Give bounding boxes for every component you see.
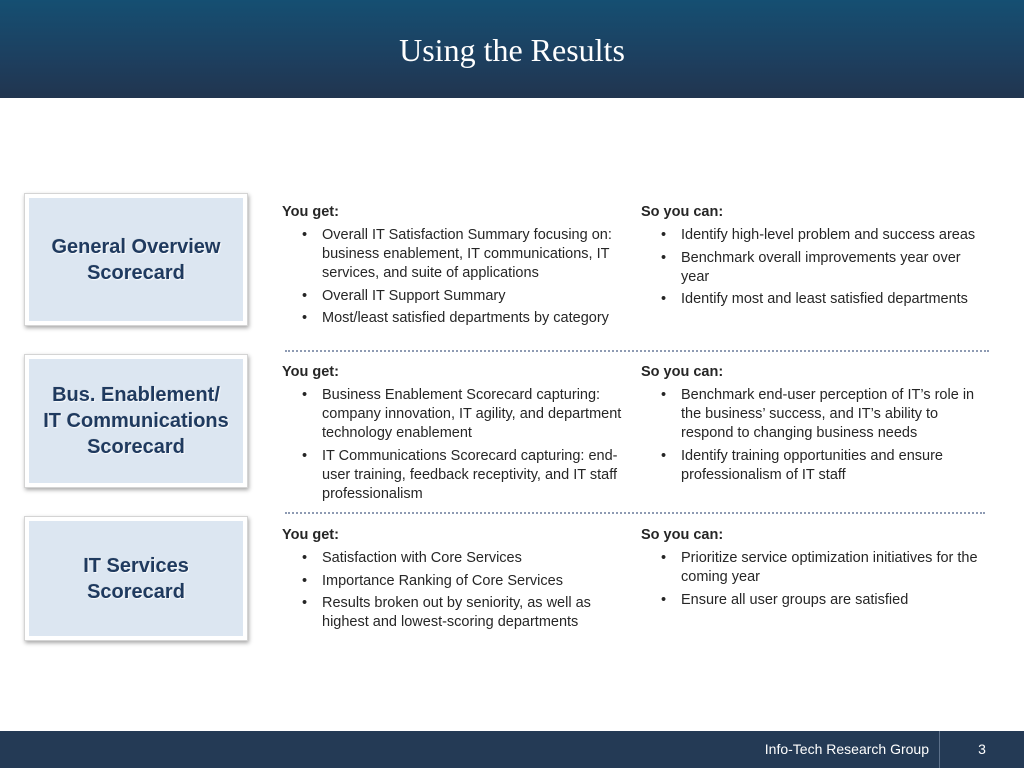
card-it-services [24,516,248,641]
bullet-icon: • [661,591,667,608]
you-get-column [282,203,638,332]
so-you-can-column [641,363,991,488]
so-you-can-list [641,549,991,610]
you-get-heading: You get: [282,204,339,220]
bullet-icon: • [302,572,308,589]
slide-header [0,0,1024,98]
card-fill [29,359,243,483]
list-item: • Overall IT Satisfaction Summary focusing on: business enablement, IT communications, IT services, and suite of applications [302,227,612,281]
section-divider [285,512,985,514]
card-bus-enablement [24,354,248,488]
bullet-icon: • [661,387,667,403]
list-item: • Most/least satisfied departments by category [302,310,609,326]
card-fill [29,198,243,321]
you-get-list [282,549,628,632]
bullet-icon: • [302,550,308,566]
list-item: • Prioritize service optimization initiatives for the coming year [661,550,978,585]
you-get-heading: You get: [282,527,339,543]
bullet-icon: • [302,595,308,611]
you-get-heading: You get: [282,364,339,380]
list-item: • Benchmark overall improvements year over year [661,249,961,285]
so-you-can-heading: So you can: [641,204,724,220]
list-item: • Ensure all user groups are satisfied [661,591,909,608]
list-item: • Satisfaction with Core Services [302,550,522,566]
so-you-can-heading: So you can: [641,527,724,543]
so-you-can-heading: So you can: [641,364,724,380]
you-get-column [282,363,628,507]
list-item: • Benchmark end-user perception of IT’s role in the business’ success, and IT’s ability to respond to changing business needs [661,387,975,441]
list-item: • Importance Ranking of Core Services [302,572,563,589]
card-label: General Overview Scorecard [51,235,221,284]
list-item: • IT Communications Scorecard capturing: end-user training, feedback receptivity, and IT staff professionalism [302,447,618,502]
you-get-column [282,526,628,636]
footer-company-name: Info-Tech Research Group [764,741,929,757]
bullet-icon: • [661,550,667,566]
bullet-icon: • [661,249,667,266]
card-label: Bus. Enablement/ IT Communications Scorecard [43,384,229,458]
so-you-can-list [641,226,991,309]
bullet-icon: • [302,387,308,403]
card-general-overview [24,193,248,326]
you-get-list [282,226,638,328]
list-item: • Results broken out by seniority, as well as highest and lowest-scoring departments [302,595,591,630]
list-item: • Overall IT Support Summary [302,287,506,304]
so-you-can-column [641,203,991,313]
bullet-icon: • [661,291,667,307]
bullet-icon: • [302,310,308,326]
slide-title: Using the Results [399,32,625,68]
bullet-icon: • [302,227,308,243]
card-fill [29,521,243,636]
so-you-can-list [641,386,991,485]
bullet-icon: • [302,447,308,464]
bullet-icon: • [661,447,667,464]
list-item: • Identify most and least satisfied departments [661,291,968,307]
list-item: • Identify high-level problem and success areas [661,227,976,243]
card-label: IT Services Scorecard [83,554,189,603]
page-number: 3 [978,741,986,757]
you-get-list [282,386,628,504]
list-item: • Business Enablement Scorecard capturing: company innovation, IT agility, and department technology enablement [302,387,622,441]
list-item: • Identify training opportunities and ensure professionalism of IT staff [661,447,943,483]
bullet-icon: • [661,227,667,243]
section-divider [285,350,989,352]
bullet-icon: • [302,287,308,304]
slide-footer [0,731,1024,768]
so-you-can-column [641,526,991,613]
